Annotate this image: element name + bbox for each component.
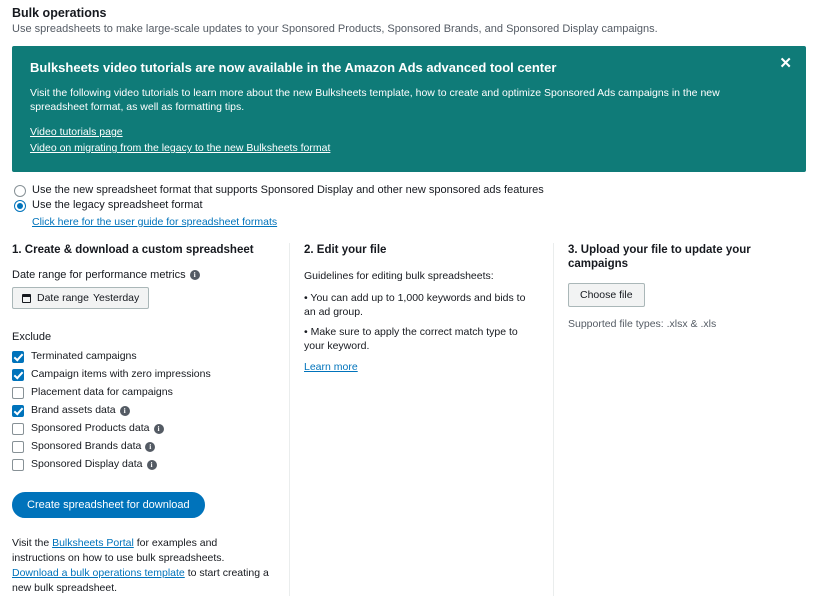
- page-subtitle: Use spreadsheets to make large-scale updates to your Sponsored Products, Sponsored Brands, and Sponsored Display campaigns.: [12, 23, 658, 35]
- radio-legacy-format-label: Use the legacy spreadsheet format: [32, 199, 203, 211]
- checkbox-sponsored-display[interactable]: [12, 459, 24, 471]
- exclude-label: Exclude: [12, 331, 52, 343]
- checkbox-row-zero-impressions[interactable]: [12, 368, 275, 381]
- supported-file-types: Supported file types: .xlsx & .xls: [568, 318, 717, 330]
- checkbox-label-terminated-campaigns: Terminated campaigns: [31, 350, 137, 362]
- footer-text-1: Visit the: [12, 537, 53, 549]
- info-icon[interactable]: i: [145, 442, 155, 452]
- checkbox-row-terminated-campaigns[interactable]: [12, 350, 275, 363]
- spreadsheet-format-guide-link[interactable]: Click here for the user guide for spreadsheet formats: [32, 216, 278, 228]
- checkbox-label-brand-assets: [31, 404, 130, 417]
- checkbox-label-sponsored-brands: [31, 440, 155, 453]
- radio-option-new-format[interactable]: [14, 184, 806, 197]
- step-3-title: 3. Upload your file to update your campaigns: [568, 244, 751, 270]
- guideline-item-1: • You can add up to 1,000 keywords and bids to an ad group.: [304, 292, 526, 318]
- checkbox-zero-impressions[interactable]: [12, 369, 24, 381]
- checkbox-brand-assets[interactable]: [12, 405, 24, 417]
- radio-new-format-label: Use the new spreadsheet format that supports Sponsored Display and other new sponsored ads features: [32, 184, 544, 196]
- video-tutorials-page-link[interactable]: Video tutorials page: [30, 126, 123, 138]
- choose-file-button[interactable]: Choose file: [568, 283, 645, 307]
- guidelines-intro: Guidelines for editing bulk spreadsheets:: [304, 270, 494, 282]
- info-icon[interactable]: i: [154, 424, 164, 434]
- banner-body: Visit the following video tutorials to learn more about the new Bulksheets template, how to create and optimize Sponsored Ads campaigns in the new spreadsheet format, as well as formatting tips.: [30, 87, 720, 113]
- info-icon[interactable]: i: [147, 460, 157, 470]
- info-icon[interactable]: i: [190, 270, 200, 280]
- checkbox-row-placement-data[interactable]: [12, 386, 275, 399]
- format-selector: [14, 184, 806, 229]
- checkbox-row-sponsored-brands[interactable]: [12, 440, 275, 453]
- date-range-label-text: Date range for performance metrics: [12, 269, 186, 281]
- radio-option-legacy-format[interactable]: [14, 199, 806, 212]
- footer-text-2: for examples and instructions on how to use bulk spreadsheets.: [12, 537, 225, 564]
- checkbox-label-sponsored-display: [31, 458, 157, 471]
- video-migration-link[interactable]: Video on migrating from the legacy to the new Bulksheets format: [30, 142, 331, 154]
- date-range-value: Yesterday: [92, 292, 140, 304]
- steps-columns: [12, 243, 806, 596]
- checkbox-row-sponsored-display[interactable]: [12, 458, 275, 471]
- checkbox-text-sponsored-products: Sponsored Products data: [31, 422, 150, 434]
- checkbox-text-sponsored-brands: Sponsored Brands data: [31, 440, 142, 452]
- checkbox-sponsored-brands[interactable]: [12, 441, 24, 453]
- bulksheets-portal-link[interactable]: Bulksheets Portal: [52, 537, 134, 549]
- guideline-item-2: • Make sure to apply the correct match type to your keyword.: [304, 326, 518, 352]
- info-icon[interactable]: i: [120, 406, 130, 416]
- date-range-button[interactable]: [12, 287, 149, 309]
- step-2-edit-file: [290, 243, 554, 596]
- checkbox-label-placement-data: Placement data for campaigns: [31, 386, 173, 398]
- step-2-title: 2. Edit your file: [304, 244, 387, 256]
- footer-text-3: to start creating a new bulk spreadsheet.: [12, 567, 269, 594]
- date-range-label: [12, 269, 275, 281]
- radio-legacy-format-icon[interactable]: [14, 200, 26, 212]
- checkbox-label-zero-impressions: Campaign items with zero impressions: [31, 368, 211, 380]
- tutorial-banner: [12, 46, 806, 172]
- date-range-prefix: Date range: [37, 292, 89, 304]
- download-template-link[interactable]: Download a bulk operations template: [12, 567, 185, 579]
- checkbox-text-sponsored-display: Sponsored Display data: [31, 458, 143, 470]
- page-title: Bulk operations: [12, 6, 107, 20]
- checkbox-placement-data[interactable]: [12, 387, 24, 399]
- radio-new-format-icon[interactable]: [14, 185, 26, 197]
- checkbox-sponsored-products[interactable]: [12, 423, 24, 435]
- checkbox-row-brand-assets[interactable]: [12, 404, 275, 417]
- checkbox-label-sponsored-products: [31, 422, 164, 435]
- close-icon[interactable]: ✕: [779, 55, 792, 72]
- calendar-icon: [22, 294, 31, 303]
- checkbox-terminated-campaigns[interactable]: [12, 351, 24, 363]
- step-3-upload-file: [554, 243, 806, 596]
- learn-more-link[interactable]: Learn more: [304, 361, 358, 373]
- checkbox-text-brand-assets: Brand assets data: [31, 404, 116, 416]
- banner-title: Bulksheets video tutorials are now available in the Amazon Ads advanced tool center: [30, 60, 557, 75]
- step-1-title: 1. Create & download a custom spreadsheet: [12, 244, 254, 256]
- step-1-create-download: [12, 243, 290, 596]
- footer-note: [12, 536, 270, 596]
- create-spreadsheet-button[interactable]: Create spreadsheet for download: [12, 492, 205, 518]
- checkbox-row-sponsored-products[interactable]: [12, 422, 275, 435]
